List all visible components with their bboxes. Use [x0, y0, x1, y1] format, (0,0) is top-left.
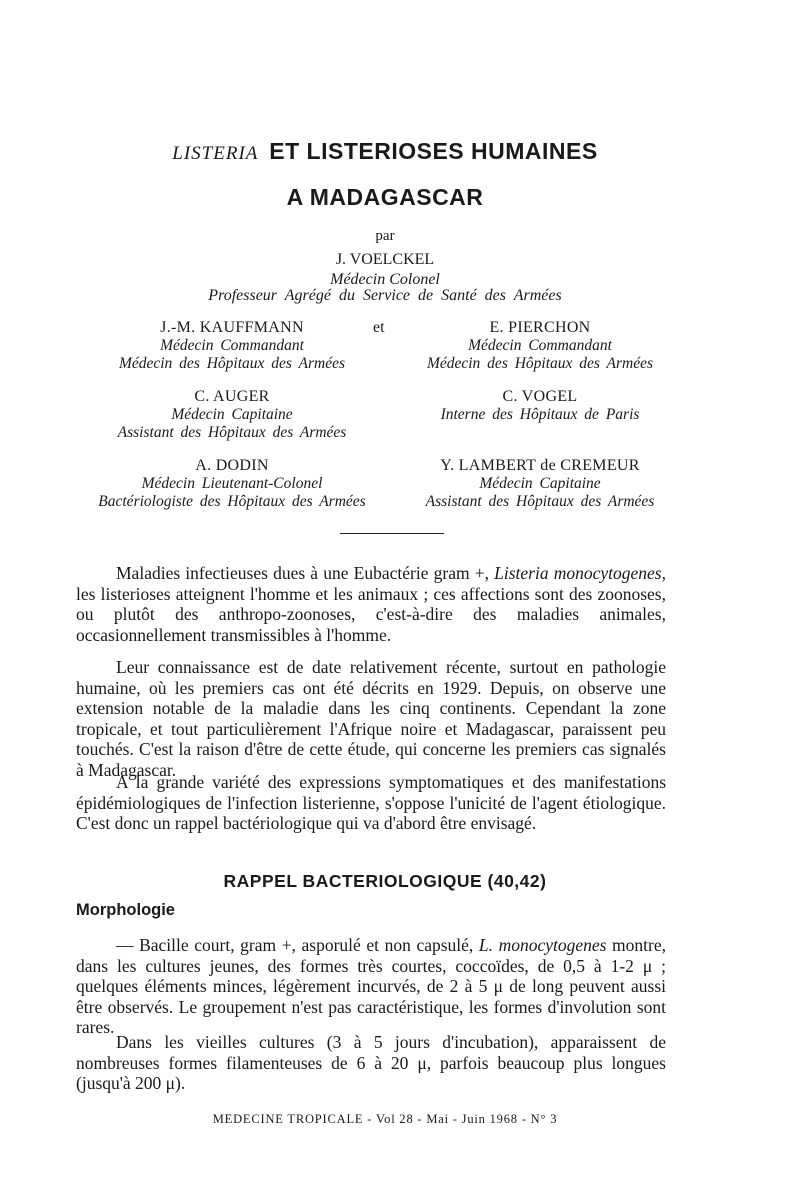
article-title-line1 [0, 138, 770, 165]
italic-species-name: Listeria monocytogenes, [494, 563, 666, 583]
author-name: C. AUGER [194, 388, 270, 405]
author-name: A. DODIN [195, 457, 269, 474]
text-run: les listerioses atteignent l'homme et les animaux ; ces affections sont des zoonoses, ou plutôt des anthropo-zoonoses, c'est-à-dire des maladies animales, occasionnellement transmissibles à l'homme. [76, 583, 666, 645]
subsection-heading: Morphologie [76, 901, 175, 919]
intro-paragraph-3: A la grande variété des expressions symptomatiques et des manifestations épidémiologiques de l'infection listerienne, s'oppose l'unicité de l'agent étiologique. C'est donc un rappel bactériologique qui va d'abord être envisagé. [76, 772, 666, 833]
author-kauffmann [82, 319, 382, 373]
main-author-role: Médecin Colonel [330, 271, 440, 288]
main-author-title: Professeur Agrégé du Service de Santé des Armées [208, 287, 562, 304]
italic-species-name: L. monocytogenes [478, 935, 607, 955]
intro-paragraph-2: Leur connaissance est de date relativement récente, surtout en pathologie humaine, où les premiers cas ont été décrits en 1929. Depuis, on observe une extension notable de la maladie dans les cinq continents. Cependant la zone tropicale, et tout particulièrement l'Afrique noire et Madagascar, paraissent peu touchés. C'est la raison d'être de cette étude, qui concerne les premiers cas signalés à Madagascar. [76, 657, 666, 780]
text-run: — Bacille court, gram +, asporulé et non capsulé, [116, 935, 479, 955]
title-italic-genus: LISTERIA [172, 143, 259, 164]
author-role: Médecin Capitaine [171, 406, 293, 423]
separator-rule [340, 533, 444, 534]
author-title: Assistant des Hôpitaux des Armées [425, 493, 655, 510]
text-run: montre, dans les cultures jeunes, des formes très courtes, coccoïdes, de 0,5 à 1-2 μ ; quelques éléments minces, légèrement incurvés, de 2 à 5 μ de long peuvent aussi être observés. Le groupement n'est pas caractéristique, les formes d'involution sont rares. [76, 935, 666, 1037]
title-line1-text: ET LISTERIOSES HUMAINES [269, 138, 598, 164]
author-vogel [390, 388, 690, 424]
author-dodin [82, 457, 382, 511]
and-label: et [373, 319, 385, 336]
text-run: Maladies infectieuses dues à une Eubactérie gram +, [116, 563, 495, 583]
author-name: Y. LAMBERT de CREMEUR [440, 457, 640, 474]
author-name: E. PIERCHON [489, 319, 591, 336]
author-auger [82, 388, 382, 442]
author-role: Interne des Hôpitaux de Paris [440, 406, 640, 423]
by-label: par [375, 228, 395, 244]
author-lambert-de-cremeur [390, 457, 690, 511]
author-pierchon [390, 319, 690, 373]
author-name: J.-M. KAUFFMANN [160, 319, 304, 336]
author-title: Bactériologiste des Hôpitaux des Armées [98, 493, 366, 510]
author-title: Médecin des Hôpitaux des Armées [426, 355, 654, 372]
morphology-paragraph-2: Dans les vieilles cultures (3 à 5 jours d'incubation), apparaissent de nombreuses formes filamenteuses de 6 à 20 μ, parfois beaucoup plus longues (jusqu'à 200 μ). [76, 1032, 666, 1093]
intro-paragraph-1 [76, 563, 666, 645]
section-heading: RAPPEL BACTERIOLOGIQUE (40,42) [223, 871, 547, 891]
author-name: C. VOGEL [502, 388, 578, 405]
morphology-paragraph-1 [76, 935, 666, 1038]
author-title: Assistant des Hôpitaux des Armées [117, 424, 347, 441]
author-title: Médecin des Hôpitaux des Armées [118, 355, 346, 372]
author-role: Médecin Lieutenant-Colonel [141, 475, 323, 492]
article-title-line2: A MADAGASCAR [286, 184, 484, 210]
main-author-name: J. VOELCKEL [335, 251, 435, 268]
journal-footer: MEDECINE TROPICALE - Vol 28 - Mai - Juin 1968 - N° 3 [212, 1112, 558, 1126]
author-role: Médecin Commandant [468, 337, 612, 354]
author-role: Médecin Capitaine [479, 475, 601, 492]
author-role: Médecin Commandant [160, 337, 304, 354]
